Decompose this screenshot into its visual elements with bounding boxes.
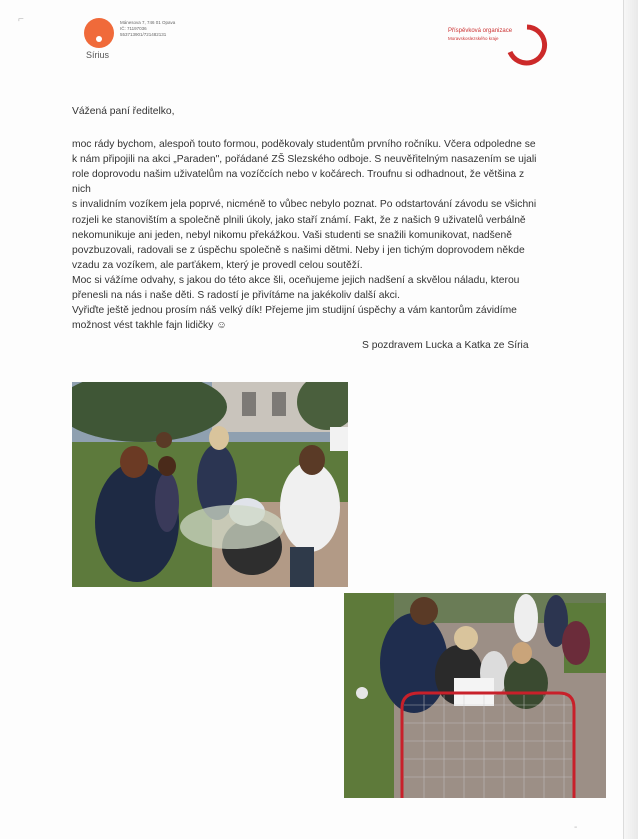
signature: S pozdravem Lucka a Katka ze Síria: [362, 340, 529, 351]
event-photo-2: [344, 593, 606, 798]
scanned-page-edge: [624, 0, 638, 839]
organization-region: Moravskoslezského kraje: [448, 36, 499, 41]
letter-body: [72, 104, 542, 333]
address-line: 553713901/721482131: [120, 32, 167, 37]
sender-address: [120, 20, 175, 38]
arc-logo-icon: [506, 24, 548, 66]
letter-line: s invalidním vozíkem jela poprvé, nicméně to vůbec nebylo poznat. Po odstartování závodu se všichni: [72, 199, 537, 211]
msk-organization-logo: [448, 24, 548, 64]
letter-line: Vyřiďte ještě jednou prosím náš velký dík! Přejeme jim studijní úspěchy a vám kantorům závidíme: [72, 305, 517, 317]
address-line: Mánesova 7, 746 01 Opava: [120, 20, 176, 25]
sirius-logo-text: Sírius: [86, 50, 110, 60]
greeting: Vážená paní ředitelko,: [72, 106, 175, 117]
photo-square-scene: [344, 593, 606, 798]
letter-line: vzadu za vozíkem, ale parťákem, který je provedl celou soutěží.: [72, 259, 363, 271]
scan-mark: ⌐: [18, 14, 24, 25]
address-line: IČ: 71197036: [120, 26, 147, 31]
letter-line: nekomunikuje ani jeden, nebyl nikomu překážkou. Vaši studenti se snažili komunikovat, nadšeně: [72, 229, 512, 241]
letter-line: k nám připojili na akci „Paraden", pořádané ZŠ Slezského odboje. S neuvěřitelným nasazením se ujali: [72, 154, 537, 166]
organization-name: Příspěvková organizace: [448, 28, 513, 34]
letter-line: Moc si vážíme odvahy, s jakou do této akce šli, oceňujeme jejich nadšení a skvělou náladu, kterou: [72, 274, 520, 286]
photo-park-scene: [72, 382, 348, 587]
letter-line: rozjeli ke stanovištím a společně plnili úkoly, jako staří známí. Fakt, že z našich 9 uživatelů verbálně: [72, 214, 526, 226]
letter-line: povzbuzovali, radovali se z úspěchu společně s našimi dětmi. Neby i jen tichým doprovodem někde: [72, 244, 525, 256]
letter-line: moc rády bychom, alespoň touto formou, poděkovaly studentům prvního ročníku. Včera odpoledne se: [72, 139, 536, 151]
event-photo-1: [72, 382, 348, 587]
letter-line: přenesli na nás i naše děti. S radostí je přivítáme na jakékoliv další akci.: [72, 290, 400, 302]
letter-line: role doprovodu našim uživatelům na vozíčcích nebo v kočárech. Troufnu si odhadnout, že většina z nich: [72, 169, 525, 196]
scan-mark: -: [574, 822, 578, 833]
sun-icon: [84, 18, 114, 48]
letter-line: možnost vést takhle fajn lidičky ☺: [72, 320, 227, 332]
